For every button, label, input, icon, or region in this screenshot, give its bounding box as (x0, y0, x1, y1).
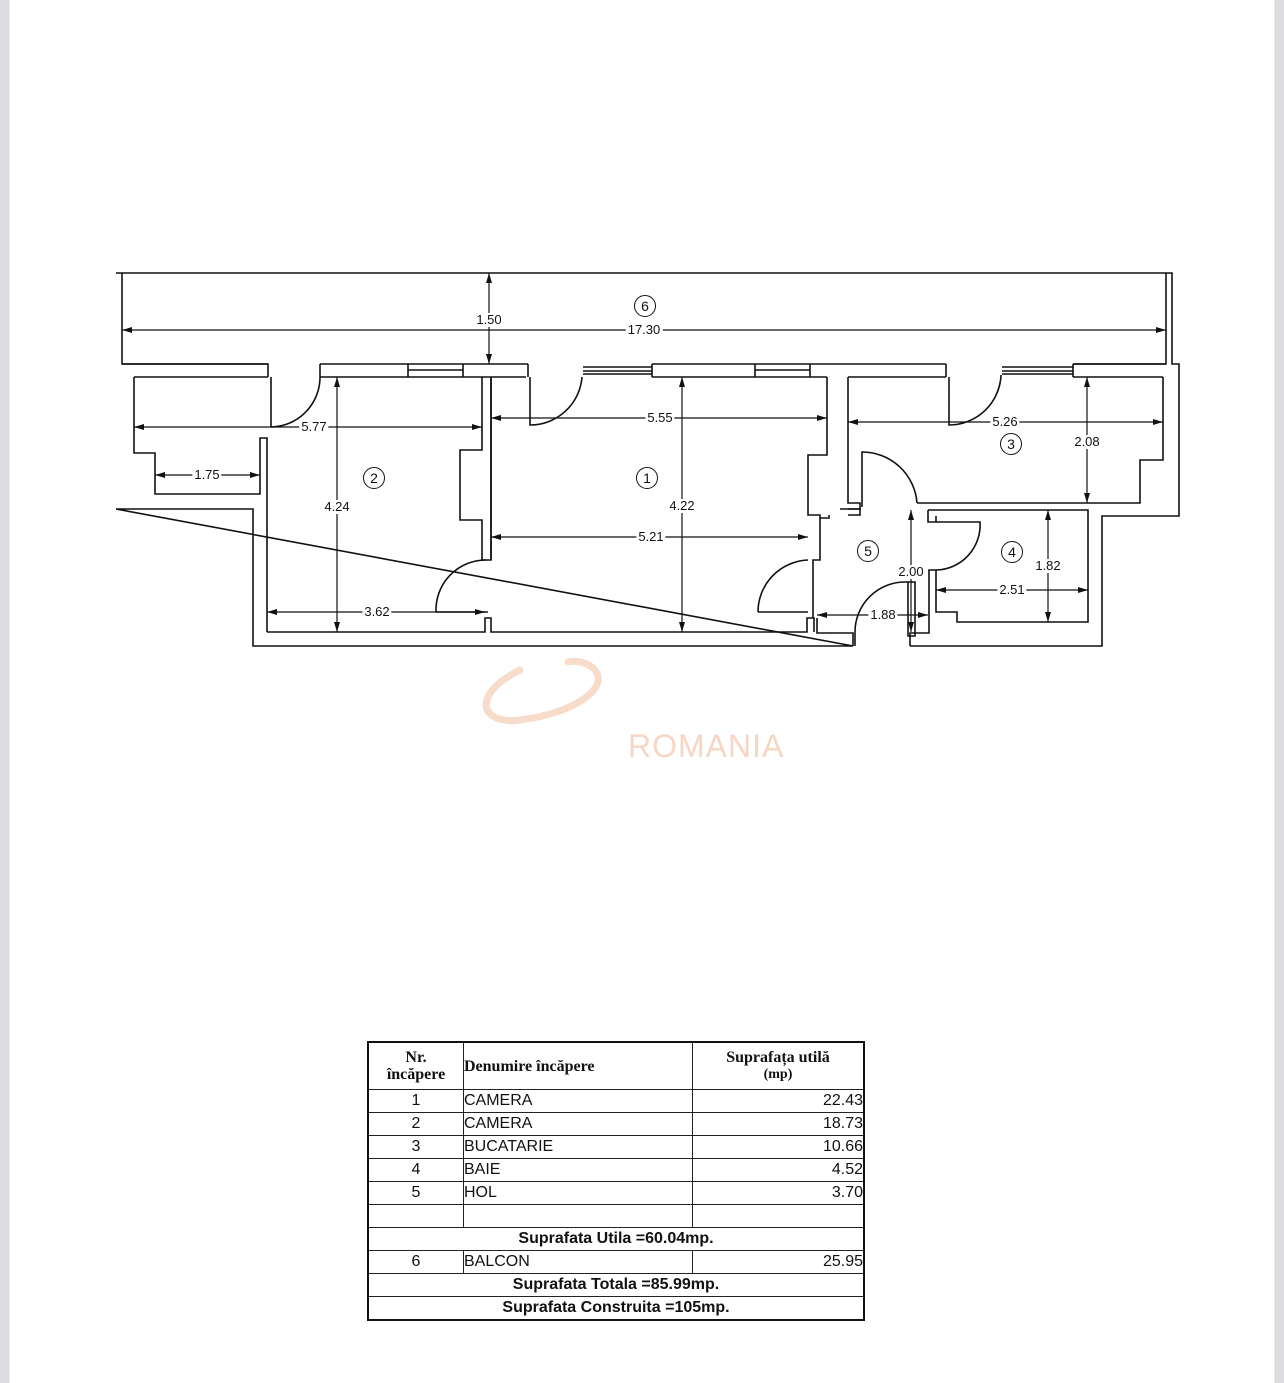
row-area: 22.43 (693, 1090, 865, 1113)
row-name: CAMERA (464, 1113, 693, 1136)
row-nr: 3 (368, 1136, 464, 1159)
empty-cell (464, 1205, 693, 1228)
room-number-3: 3 (1000, 433, 1022, 455)
dim-room2-top-width: 5.77 (301, 419, 327, 434)
room-number-5: 5 (857, 540, 879, 562)
dim-kitchen-height: 2.08 (1074, 434, 1100, 449)
header-area-label: Suprafața utilă (726, 1049, 830, 1066)
dim-room2-alcove-width: 1.75 (194, 467, 220, 482)
dim-room1-height: 4.22 (669, 498, 695, 513)
header-room-name: Denumire încăpere (464, 1042, 693, 1090)
header-room-number (368, 1042, 464, 1090)
table-row (368, 1136, 864, 1159)
dim-balcony-length: 17.30 (627, 322, 661, 337)
header-nr-line2: încăpere (386, 1066, 446, 1083)
dim-hall-height: 2.00 (898, 564, 924, 579)
header-useful-area (693, 1042, 865, 1090)
summary-useful-row (368, 1228, 864, 1251)
row-nr: 6 (368, 1251, 464, 1274)
watermark-text: ROMANIA (628, 728, 785, 764)
row-name: HOL (464, 1182, 693, 1205)
dim-room1-top-width: 5.55 (647, 410, 673, 425)
summary-useful-area: Suprafata Utila =60.04mp. (368, 1228, 864, 1251)
dim-bath-height: 1.82 (1035, 558, 1061, 573)
row-area: 10.66 (693, 1136, 865, 1159)
dim-bath-width: 2.51 (999, 582, 1025, 597)
dim-balcony-depth: 1.50 (476, 312, 502, 327)
table-row (368, 1113, 864, 1136)
header-nr-line1: Nr. (405, 1049, 427, 1066)
summary-total-area: Suprafata Totala =85.99mp. (368, 1274, 864, 1297)
table-row-empty (368, 1205, 864, 1228)
row-area: 18.73 (693, 1113, 865, 1136)
dim-kitchen-width: 5.26 (992, 414, 1018, 429)
table-row (368, 1182, 864, 1205)
row-nr: 4 (368, 1159, 464, 1182)
row-area: 4.52 (693, 1159, 865, 1182)
room-area-table (367, 1041, 865, 1321)
room-number-4: 4 (1001, 541, 1023, 563)
row-area: 25.95 (693, 1251, 865, 1274)
summary-built-area: Suprafata Construita =105mp. (368, 1297, 864, 1321)
dim-room1-bottom-width: 5.21 (638, 529, 664, 544)
table-row (368, 1090, 864, 1113)
row-nr: 5 (368, 1182, 464, 1205)
row-nr: 2 (368, 1113, 464, 1136)
dim-room2-bottom-width: 3.62 (364, 604, 390, 619)
row-name: BUCATARIE (464, 1136, 693, 1159)
empty-cell (693, 1205, 865, 1228)
dim-room2-height: 4.24 (324, 499, 350, 514)
row-nr: 1 (368, 1090, 464, 1113)
row-name: BALCON (464, 1251, 693, 1274)
summary-built-row (368, 1297, 864, 1321)
empty-cell (368, 1205, 464, 1228)
table-row (368, 1159, 864, 1182)
row-name: CAMERA (464, 1090, 693, 1113)
header-area-unit: (mp) (763, 1067, 793, 1082)
dim-hall-width: 1.88 (870, 607, 896, 622)
row-name: BAIE (464, 1159, 693, 1182)
summary-total-row (368, 1274, 864, 1297)
row-area: 3.70 (693, 1182, 865, 1205)
room-number-1: 1 (636, 467, 658, 489)
room-number-6: 6 (634, 295, 656, 317)
table-header-row (368, 1042, 864, 1090)
room-number-2: 2 (363, 467, 385, 489)
table-row-balcony (368, 1251, 864, 1274)
